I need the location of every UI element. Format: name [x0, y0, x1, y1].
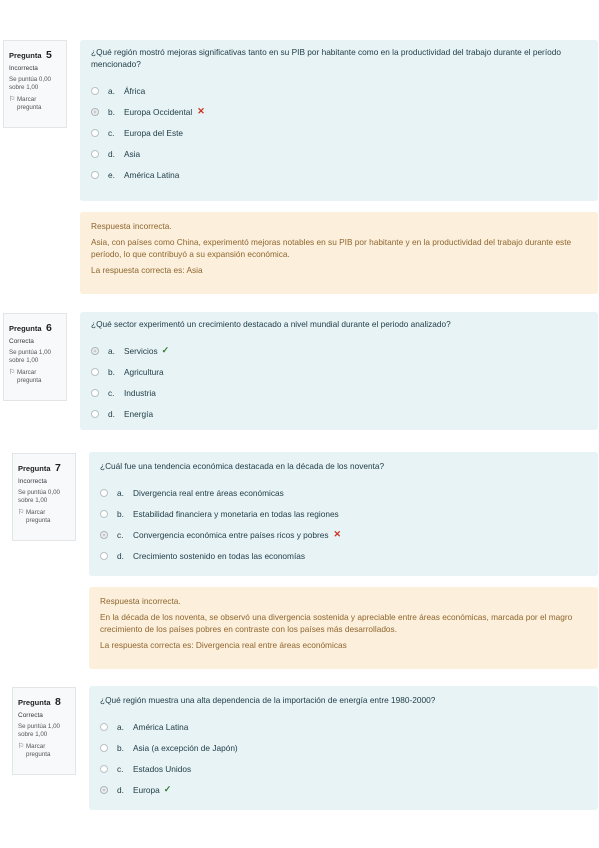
question-info-8 [12, 687, 76, 775]
question-label: Pregunta [9, 324, 42, 333]
radio-button-selected[interactable] [100, 531, 108, 539]
radio-button[interactable] [91, 410, 99, 418]
answer-option-b[interactable] [91, 361, 588, 382]
answer-text: Servicios [124, 345, 158, 356]
radio-button[interactable] [91, 150, 99, 158]
flag-question-link[interactable] [9, 96, 62, 112]
question-text: ¿Cuál fue una tendencia económica destacada en la década de los noventa? [100, 461, 385, 471]
answer-text: Convergencia económica entre países ricos y pobres [133, 529, 329, 540]
feedback-title: Respuesta incorrecta. [100, 596, 181, 606]
flag-question-link[interactable] [9, 369, 62, 385]
question-number: 6 [45, 322, 52, 334]
flag-question-label: Marcar pregunta [17, 369, 42, 384]
answer-option-c[interactable] [91, 382, 588, 403]
answer-letter: d. [108, 148, 115, 159]
answer-option-b[interactable] [100, 503, 588, 524]
radio-button[interactable] [91, 171, 99, 179]
answer-letter: b. [108, 366, 115, 377]
flag-icon: ⚐ [18, 509, 25, 516]
question-number: 7 [54, 462, 61, 474]
correct-check-icon: ✓ [161, 345, 170, 355]
answer-option-d[interactable] [91, 403, 588, 424]
radio-button[interactable] [91, 87, 99, 95]
answer-list [91, 340, 588, 424]
answer-option-b[interactable] [91, 101, 588, 122]
radio-button-selected[interactable] [91, 347, 99, 355]
answer-letter: a. [108, 345, 115, 356]
answer-text: América Latina [124, 169, 180, 180]
flag-question-link[interactable] [18, 743, 71, 759]
question-text: ¿Qué sector experimentó un crecimiento destacado a nivel mundial durante el periodo analizado? [91, 319, 451, 329]
question-label: Pregunta [9, 51, 42, 60]
answer-letter: a. [108, 85, 115, 96]
answer-text: Europa [133, 784, 160, 795]
question-heading [9, 318, 62, 336]
question-grade: Se puntúa 0,00 sobre 1,00 [9, 76, 51, 91]
answer-list [91, 80, 588, 185]
answer-option-e[interactable] [91, 164, 588, 185]
question-number: 5 [45, 49, 52, 61]
question-heading [18, 692, 71, 710]
answer-option-c[interactable] [100, 758, 588, 779]
question-info-5 [3, 40, 67, 128]
answer-option-d[interactable] [100, 779, 588, 800]
question-content-8 [89, 686, 598, 810]
incorrect-cross-icon: ✕ [333, 529, 342, 539]
answer-text: Asia [124, 148, 141, 159]
radio-button[interactable] [91, 389, 99, 397]
answer-option-a[interactable] [91, 80, 588, 101]
radio-button[interactable] [91, 129, 99, 137]
radio-button[interactable] [100, 552, 108, 560]
answer-letter: c. [108, 387, 115, 398]
question-state: Correcta [18, 712, 43, 719]
answer-letter: a. [117, 721, 124, 732]
radio-button[interactable] [100, 510, 108, 518]
answer-option-a[interactable] [100, 716, 588, 737]
answer-text: Europa Occidental [124, 106, 193, 117]
answer-text: América Latina [133, 721, 189, 732]
answer-letter: c. [108, 127, 115, 138]
flag-question-label: Marcar pregunta [17, 96, 42, 111]
question-state: Incorrecta [9, 65, 38, 72]
answer-text: Agricultura [124, 366, 164, 377]
correct-answer-text: La respuesta correcta es: Divergencia real entre áreas económicas [100, 640, 347, 650]
answer-letter: d. [108, 408, 115, 419]
correct-answer-text: La respuesta correcta es: Asia [91, 265, 203, 275]
answer-option-d[interactable] [100, 545, 588, 566]
radio-button-selected[interactable] [100, 786, 108, 794]
answer-letter: b. [117, 508, 124, 519]
answer-option-d[interactable] [91, 143, 588, 164]
answer-text: África [124, 85, 146, 96]
answer-text: Europa del Este [124, 127, 184, 138]
question-grade: Se puntúa 1,00 sobre 1,00 [9, 349, 51, 364]
flag-icon: ⚐ [9, 96, 16, 103]
flag-question-label: Marcar pregunta [26, 743, 51, 758]
answer-list [100, 716, 588, 800]
flag-question-link[interactable] [18, 509, 71, 525]
question-number: 8 [54, 696, 61, 708]
answer-option-c[interactable] [91, 122, 588, 143]
question-content-5 [80, 40, 598, 201]
flag-question-label: Marcar pregunta [26, 509, 51, 524]
answer-option-a[interactable] [91, 340, 588, 361]
feedback-box-5 [80, 212, 598, 294]
question-label: Pregunta [18, 464, 51, 473]
radio-button[interactable] [100, 765, 108, 773]
answer-option-a[interactable] [100, 482, 588, 503]
question-content-6 [80, 312, 598, 430]
question-heading [18, 458, 71, 476]
question-grade: Se puntúa 1,00 sobre 1,00 [18, 723, 60, 738]
question-info-7 [12, 453, 76, 541]
incorrect-cross-icon: ✕ [197, 106, 205, 116]
question-state: Incorrecta [18, 478, 47, 485]
answer-text: Asia (a excepción de Japón) [133, 742, 238, 753]
feedback-title: Respuesta incorrecta. [91, 221, 172, 231]
question-text: ¿Qué región muestra una alta dependencia de la importación de energía entre 1980-2000? [100, 695, 436, 705]
question-info-6 [3, 313, 67, 401]
answer-text: Divergencia real entre áreas económicas [133, 487, 284, 498]
radio-button[interactable] [100, 723, 108, 731]
answer-letter: e. [108, 169, 115, 180]
answer-letter: b. [117, 742, 124, 753]
feedback-explanation: En la década de los noventa, se observó una divergencia sostenida y apreciable entre áreas económicas, marcada por el magro crecimiento de los países pobres en contraste con los países más desarrollados. [100, 612, 573, 634]
feedback-box-7 [89, 587, 598, 669]
question-text: ¿Qué región mostró mejoras significativas tanto en su PIB por habitante como en la productividad del trabajo durante el período mencionado? [91, 47, 561, 69]
answer-letter: b. [108, 106, 115, 117]
radio-button[interactable] [100, 489, 108, 497]
correct-check-icon: ✓ [163, 784, 172, 794]
feedback-explanation: Asia, con países como China, experimentó mejoras notables en su PIB por habitante y en la productividad del trabajo durante este período, lo que contribuyó a su expansión económica. [91, 237, 572, 259]
answer-text: Estabilidad financiera y monetaria en todas las regiones [133, 508, 339, 519]
radio-button-selected[interactable] [91, 108, 99, 116]
answer-letter: d. [117, 784, 124, 795]
question-state: Correcta [9, 338, 34, 345]
flag-icon: ⚐ [18, 743, 25, 750]
answer-text: Estados Unidos [133, 763, 192, 774]
question-content-7 [89, 452, 598, 576]
answer-text: Energía [124, 408, 154, 419]
question-heading [9, 45, 62, 63]
question-label: Pregunta [18, 698, 51, 707]
answer-letter: c. [117, 763, 124, 774]
answer-letter: c. [117, 529, 124, 540]
answer-text: Crecimiento sostenido en todas las economías [133, 550, 306, 561]
flag-icon: ⚐ [9, 369, 16, 376]
radio-button[interactable] [100, 744, 108, 752]
radio-button[interactable] [91, 368, 99, 376]
answer-text: Industria [124, 387, 156, 398]
answer-list [100, 482, 588, 566]
answer-letter: a. [117, 487, 124, 498]
question-grade: Se puntúa 0,00 sobre 1,00 [18, 489, 60, 504]
answer-letter: d. [117, 550, 124, 561]
answer-option-b[interactable] [100, 737, 588, 758]
answer-option-c[interactable] [100, 524, 588, 545]
